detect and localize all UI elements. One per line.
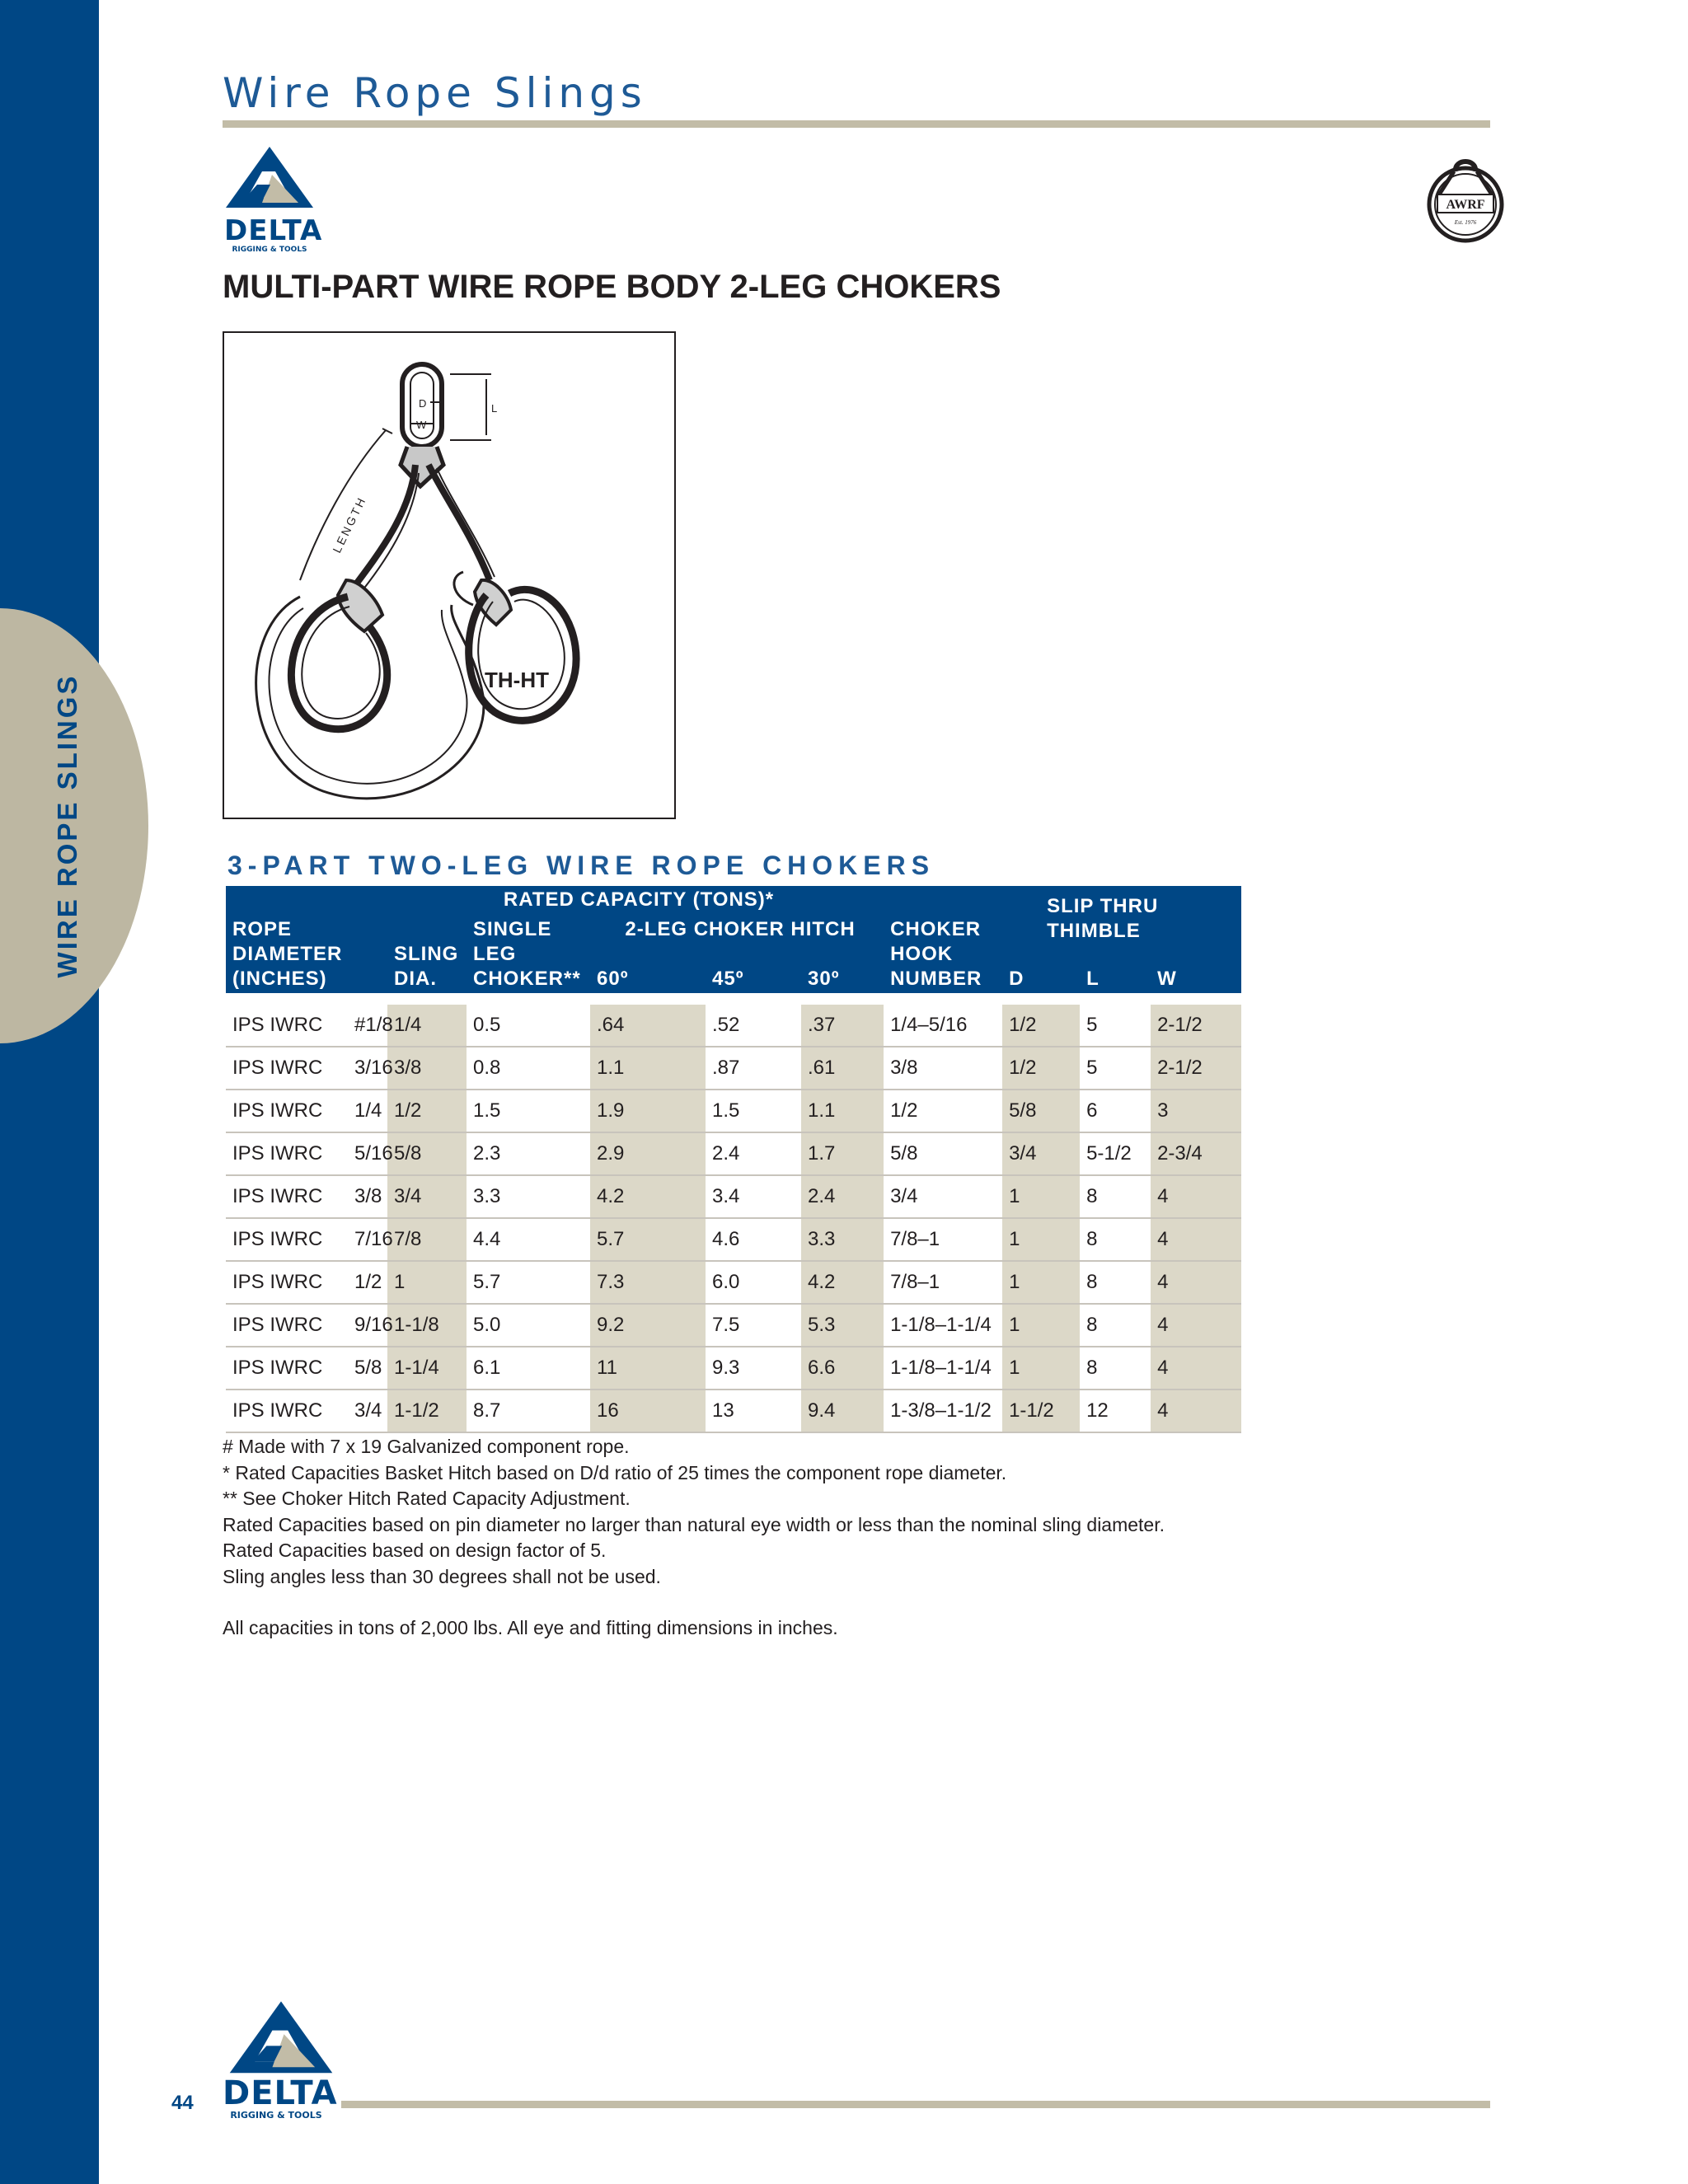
cell-l: 12 — [1080, 1390, 1151, 1432]
page-number: 44 — [171, 2092, 194, 2114]
side-tab-label: WIRE ROPE SLINGS — [52, 673, 82, 978]
delta-logo-subtitle: RIGGING & TOOLS — [232, 246, 307, 254]
cell-d: 1/2 — [1002, 1047, 1080, 1090]
cell-rope: 5/8 — [348, 1347, 387, 1390]
cell-sling: 3/4 — [387, 1175, 467, 1218]
cell-l: 8 — [1080, 1304, 1151, 1347]
cell-l: 5 — [1080, 999, 1151, 1047]
cell-c30: 6.6 — [801, 1347, 884, 1390]
cell-w: 4 — [1151, 1218, 1241, 1261]
cell-single: 3.3 — [467, 1175, 590, 1218]
cell-d: 1 — [1002, 1175, 1080, 1218]
cell-c60: 5.7 — [590, 1218, 706, 1261]
cell-c30: 4.2 — [801, 1261, 884, 1304]
cell-c60: 1.1 — [590, 1047, 706, 1090]
cell-hook: 1-1/8–1-1/4 — [884, 1304, 1002, 1347]
delta-triangle-icon — [224, 145, 315, 211]
cell-hook: 7/8–1 — [884, 1261, 1002, 1304]
title-divider — [223, 120, 1490, 128]
cell-d: 1/2 — [1002, 999, 1080, 1047]
cell-w: 2-3/4 — [1151, 1132, 1241, 1175]
table-header-row-top — [226, 886, 1241, 914]
header-rated-capacity: RATED CAPACITY (TONS)* — [387, 886, 884, 914]
length-label: LENGTH — [330, 494, 369, 555]
cell-single: 0.8 — [467, 1047, 590, 1090]
cell-hook: 1-1/8–1-1/4 — [884, 1347, 1002, 1390]
cell-grade: IPS IWRC — [226, 1132, 348, 1175]
table-row — [226, 1218, 1241, 1261]
delta-logo-footer — [223, 1999, 338, 2121]
note-item: # Made with 7 x 19 Galvanized component rope. — [223, 1436, 630, 1457]
cell-hook: 1/2 — [884, 1090, 1002, 1132]
cell-l: 8 — [1080, 1175, 1151, 1218]
delta-logo-text: DELTA — [224, 214, 323, 247]
cell-sling: 1-1/4 — [387, 1347, 467, 1390]
note-item: ** See Choker Hitch Rated Capacity Adjustment. — [223, 1488, 631, 1509]
cell-sling: 1/4 — [387, 999, 467, 1047]
cell-c30: 5.3 — [801, 1304, 884, 1347]
cell-c30: 2.4 — [801, 1175, 884, 1218]
cell-single: 8.7 — [467, 1390, 590, 1432]
cell-w: 2-1/2 — [1151, 1047, 1241, 1090]
cell-l: 5-1/2 — [1080, 1132, 1151, 1175]
table-row — [226, 1261, 1241, 1304]
cell-w: 4 — [1151, 1261, 1241, 1304]
cell-single: 0.5 — [467, 999, 590, 1047]
header-d: D — [1002, 953, 1080, 999]
dim-l-label: L — [491, 402, 498, 415]
cell-rope: #1/8 — [348, 999, 387, 1047]
cell-single: 6.1 — [467, 1347, 590, 1390]
cell-sling: 5/8 — [387, 1132, 467, 1175]
cell-d: 1 — [1002, 1218, 1080, 1261]
cell-c60: 2.9 — [590, 1132, 706, 1175]
cell-sling: 7/8 — [387, 1218, 467, 1261]
dim-w-label: W — [416, 419, 427, 431]
cell-grade: IPS IWRC — [226, 1175, 348, 1218]
header-choker-hitch: 2-LEG CHOKER HITCH — [590, 914, 884, 953]
header-w: W — [1151, 953, 1241, 999]
left-color-bar — [0, 0, 99, 2184]
awrf-est-text: Est. 1976 — [1454, 219, 1477, 226]
notes-block — [223, 1434, 1459, 1642]
cell-c30: .37 — [801, 999, 884, 1047]
sling-diagram — [223, 331, 676, 819]
cell-d: 1 — [1002, 1261, 1080, 1304]
cell-grade: IPS IWRC — [226, 1304, 348, 1347]
cell-w: 4 — [1151, 1347, 1241, 1390]
cell-grade: IPS IWRC — [226, 1047, 348, 1090]
cell-c45: 6.0 — [706, 1261, 801, 1304]
cell-c45: 1.5 — [706, 1090, 801, 1132]
note-item: Sling angles less than 30 degrees shall not be used. — [223, 1565, 661, 1587]
cell-w: 4 — [1151, 1390, 1241, 1432]
cell-hook: 1/4–5/16 — [884, 999, 1002, 1047]
cell-c30: 1.1 — [801, 1090, 884, 1132]
cell-d: 1-1/2 — [1002, 1390, 1080, 1432]
cell-w: 3 — [1151, 1090, 1241, 1132]
cell-single: 4.4 — [467, 1218, 590, 1261]
cell-c30: 9.4 — [801, 1390, 884, 1432]
cell-rope: 5/16 — [348, 1132, 387, 1175]
note-item: Rated Capacities based on design factor of 5. — [223, 1540, 607, 1561]
cell-c60: 4.2 — [590, 1175, 706, 1218]
cell-w: 4 — [1151, 1175, 1241, 1218]
header-45: 45º — [706, 953, 801, 999]
cell-c60: 7.3 — [590, 1261, 706, 1304]
cell-grade: IPS IWRC — [226, 999, 348, 1047]
cell-c45: 3.4 — [706, 1175, 801, 1218]
cell-grade: IPS IWRC — [226, 1090, 348, 1132]
cell-l: 8 — [1080, 1218, 1151, 1261]
table-row — [226, 1304, 1241, 1347]
cell-single: 5.0 — [467, 1304, 590, 1347]
delta-logo — [224, 145, 323, 255]
cell-c60: .64 — [590, 999, 706, 1047]
header-sling-dia: SLING DIA. — [387, 914, 467, 999]
table-row — [226, 1047, 1241, 1090]
cell-hook: 7/8–1 — [884, 1218, 1002, 1261]
cell-c45: 13 — [706, 1390, 801, 1432]
table-row — [226, 1090, 1241, 1132]
header-l: L — [1080, 953, 1151, 999]
cell-grade: IPS IWRC — [226, 1390, 348, 1432]
cell-c45: 4.6 — [706, 1218, 801, 1261]
note-item: Rated Capacities based on pin diameter no larger than natural eye width or less than the nominal sling diameter. — [223, 1513, 1165, 1535]
cell-c60: 1.9 — [590, 1090, 706, 1132]
cell-rope: 9/16 — [348, 1304, 387, 1347]
model-label: TH-HT — [485, 668, 549, 692]
cell-hook: 3/4 — [884, 1175, 1002, 1218]
cell-d: 5/8 — [1002, 1090, 1080, 1132]
note-item: * Rated Capacities Basket Hitch based on D/d ratio of 25 times the component rope diameter. — [223, 1461, 1007, 1483]
header-60: 60º — [590, 953, 706, 999]
page-title: Wire Rope Slings — [223, 69, 647, 117]
cell-rope: 1/4 — [348, 1090, 387, 1132]
capacity-footnote: All capacities in tons of 2,000 lbs. All eye and fitting dimensions in inches. — [223, 1617, 838, 1638]
delta-triangle-icon — [227, 1999, 335, 2077]
header-30: 30º — [801, 953, 884, 999]
cell-c60: 11 — [590, 1347, 706, 1390]
cell-l: 5 — [1080, 1047, 1151, 1090]
cell-c45: .52 — [706, 999, 801, 1047]
cell-c30: .61 — [801, 1047, 884, 1090]
cell-c60: 9.2 — [590, 1304, 706, 1347]
cell-l: 8 — [1080, 1261, 1151, 1304]
cell-w: 2-1/2 — [1151, 999, 1241, 1047]
table-row — [226, 999, 1241, 1047]
section-title: MULTI-PART WIRE ROPE BODY 2-LEG CHOKERS — [223, 269, 1001, 305]
spec-table-body — [226, 999, 1241, 1432]
cell-rope: 7/16 — [348, 1218, 387, 1261]
cell-c45: 2.4 — [706, 1132, 801, 1175]
cell-rope: 1/2 — [348, 1261, 387, 1304]
cell-l: 6 — [1080, 1090, 1151, 1132]
table-row — [226, 1132, 1241, 1175]
table-row — [226, 1347, 1241, 1390]
footer-divider — [341, 2101, 1490, 2108]
spec-table — [226, 886, 1241, 1433]
cell-sling: 1/2 — [387, 1090, 467, 1132]
choker-sling-illustration — [224, 333, 674, 818]
cell-sling: 3/8 — [387, 1047, 467, 1090]
cell-sling: 1-1/8 — [387, 1304, 467, 1347]
cell-sling: 1 — [387, 1261, 467, 1304]
awrf-seal-icon — [1423, 150, 1508, 244]
dim-d-label: D — [419, 397, 427, 410]
cell-d: 1 — [1002, 1347, 1080, 1390]
cell-single: 1.5 — [467, 1090, 590, 1132]
cell-c45: 9.3 — [706, 1347, 801, 1390]
cell-d: 1 — [1002, 1304, 1080, 1347]
delta-logo-subtitle: RIGGING & TOOLS — [230, 2110, 322, 2121]
cell-c45: 7.5 — [706, 1304, 801, 1347]
cell-grade: IPS IWRC — [226, 1261, 348, 1304]
header-single-leg: SINGLE LEG CHOKER** — [467, 914, 590, 999]
table-row — [226, 1175, 1241, 1218]
cell-rope: 3/16 — [348, 1047, 387, 1090]
cell-hook: 1-3/8–1-1/2 — [884, 1390, 1002, 1432]
cell-hook: 5/8 — [884, 1132, 1002, 1175]
cell-c30: 3.3 — [801, 1218, 884, 1261]
cell-sling: 1-1/2 — [387, 1390, 467, 1432]
awrf-badge — [1423, 150, 1508, 244]
table-title: 3-PART TWO-LEG WIRE ROPE CHOKERS — [227, 851, 935, 880]
cell-grade: IPS IWRC — [226, 1218, 348, 1261]
awrf-seal-text: AWRF — [1446, 198, 1485, 212]
cell-hook: 3/8 — [884, 1047, 1002, 1090]
header-choker-hook: CHOKER HOOK NUMBER — [884, 914, 1002, 999]
cell-w: 4 — [1151, 1304, 1241, 1347]
cell-c30: 1.7 — [801, 1132, 884, 1175]
cell-d: 3/4 — [1002, 1132, 1080, 1175]
delta-logo-text: DELTA — [223, 2074, 338, 2112]
cell-rope: 3/8 — [348, 1175, 387, 1218]
cell-rope: 3/4 — [348, 1390, 387, 1432]
cell-l: 8 — [1080, 1347, 1151, 1390]
cell-c45: .87 — [706, 1047, 801, 1090]
cell-single: 2.3 — [467, 1132, 590, 1175]
header-slip-thru-thimble: SLIP THRU THIMBLE — [1002, 886, 1241, 953]
cell-grade: IPS IWRC — [226, 1347, 348, 1390]
cell-c60: 16 — [590, 1390, 706, 1432]
table-row — [226, 1390, 1241, 1432]
cell-single: 5.7 — [467, 1261, 590, 1304]
header-rope-diameter: ROPE DIAMETER (INCHES) — [226, 914, 387, 999]
